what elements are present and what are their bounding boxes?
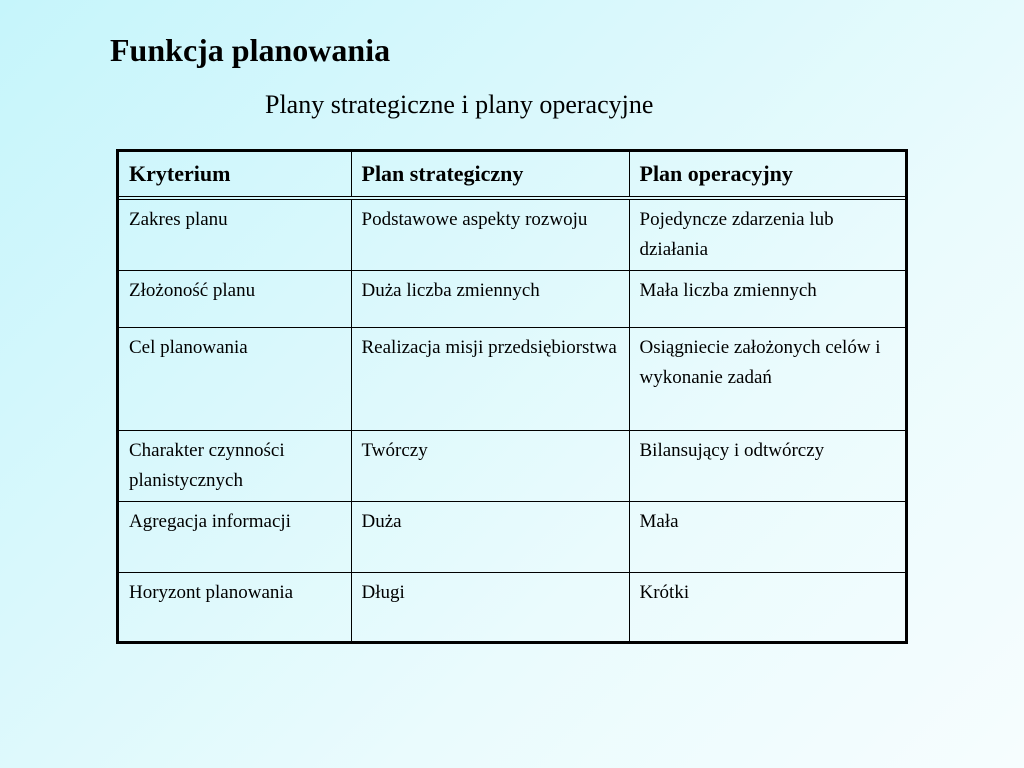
comparison-table [116,149,908,644]
slide-subtitle: Plany strategiczne i plany operacyjne [265,90,654,119]
cell-criterion: Agregacja informacji [119,501,351,572]
table-row [119,327,905,430]
header-plan-operacyjny: Plan operacyjny [629,152,905,198]
cell-strategic: Realizacja misji przedsiębiorstwa [351,327,629,430]
table-row [119,270,905,327]
cell-operational: Mała liczba zmiennych [629,270,905,327]
table-header-row [119,152,905,198]
table-row [119,430,905,501]
table-row [119,501,905,572]
table-row [119,572,905,641]
cell-operational: Mała [629,501,905,572]
cell-strategic: Duża [351,501,629,572]
comparison-table-grid [119,152,905,641]
header-plan-strategiczny: Plan strategiczny [351,152,629,198]
cell-criterion: Zakres planu [119,198,351,270]
slide-title: Funkcja planowania [110,32,391,68]
cell-strategic: Duża liczba zmiennych [351,270,629,327]
cell-strategic: Długi [351,572,629,641]
cell-criterion: Cel planowania [119,327,351,430]
table-row [119,198,905,270]
cell-criterion: Złożoność planu [119,270,351,327]
header-kryterium: Kryterium [119,152,351,198]
cell-operational: Pojedyncze zdarzenia lub działania [629,198,905,270]
cell-strategic: Twórczy [351,430,629,501]
cell-operational: Osiągniecie założonych celów i wykonanie zadań [629,327,905,430]
cell-operational: Krótki [629,572,905,641]
cell-criterion: Charakter czynności planistycznych [119,430,351,501]
cell-criterion: Horyzont planowania [119,572,351,641]
cell-operational: Bilansujący i odtwórczy [629,430,905,501]
cell-strategic: Podstawowe aspekty rozwoju [351,198,629,270]
